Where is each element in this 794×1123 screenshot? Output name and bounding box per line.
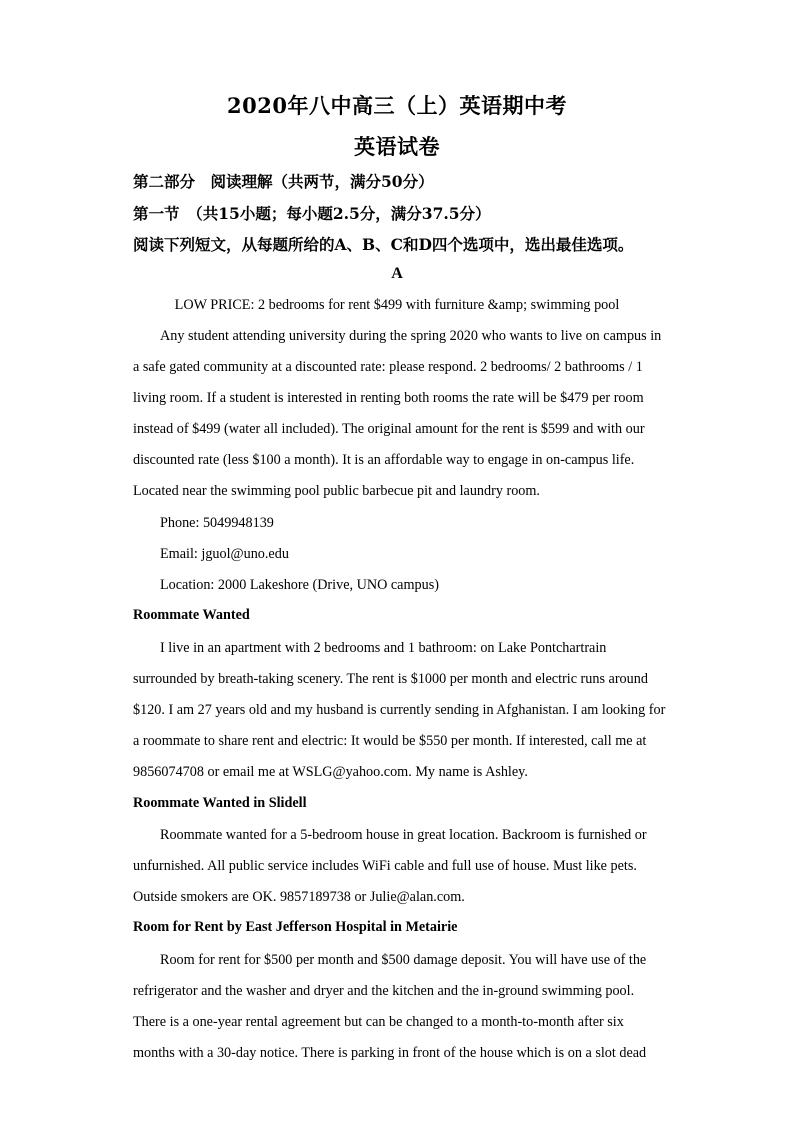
ad1-email: Email: jguol@uno.edu [160,546,289,562]
ad1-line: Located near the swimming pool public barbecue pit and laundry room. [133,483,540,499]
ad3-line: Outside smokers are OK. 9857189738 or Julie@alan.com. [133,889,465,905]
ad1-line: living room. If a student is interested in renting both rooms the rate will be $479 per room [133,390,644,406]
ad1-headline: LOW PRICE: 2 bedrooms for rent $499 with furniture &amp; swimming pool [174,297,620,313]
ad1-line: a safe gated community at a discounted rate: please respond. 2 bedrooms/ 2 bathrooms / 1 [133,359,643,375]
part-heading: 第二部分 阅读理解（共两节，满分50分） [133,172,434,191]
ad2-line: I live in an apartment with 2 bedrooms and 1 bathroom: on Lake Pontchartrain [160,640,607,656]
ad1-line: discounted rate (less $100 a month). It is an affordable way to engage in on-campus life. [133,452,635,468]
passage-letter: A [391,265,403,282]
exam-subtitle: 英语试卷 [354,134,440,159]
ad1-line: Any student attending university during the spring 2020 who wants to live on campus in [160,328,662,344]
ad3-heading: Roommate Wanted in Slidell [133,795,307,811]
ad2-line: surrounded by breath-taking scenery. The rent is $1000 per month and electric runs around [133,671,648,687]
ad1-location: Location: 2000 Lakeshore (Drive, UNO campus) [160,577,439,593]
ad2-heading: Roommate Wanted [133,607,250,623]
ad2-line: a roommate to share rent and electric: It would be $550 per month. If interested, call me at [133,733,647,749]
ad3-line: Roommate wanted for a 5-bedroom house in great location. Backroom is furnished or [160,827,647,843]
ad2-line: 9856074708 or email me at WSLG@yahoo.com. My name is Ashley. [133,764,528,780]
exam-title: 2020年八中高三（上）英语期中考 [227,93,567,118]
ad4-line: refrigerator and the washer and dryer and the kitchen and the in-ground swimming pool. [133,983,635,999]
ad4-line: Room for rent for $500 per month and $500 damage deposit. You will have use of the [160,952,647,968]
ad4-line: months with a 30-day notice. There is parking in front of the house which is on a slot dead [133,1045,647,1061]
ad1-phone: Phone: 5049948139 [160,515,274,531]
ad2-line: $120. I am 27 years old and my husband is currently sending in Afghanistan. I am looking for [133,702,666,718]
ad1-line: instead of $499 (water all included). The original amount for the rent is $599 and with our [133,421,645,437]
section-heading: 第一节 （共15小题；每小题2.5分，满分37.5分） [133,204,491,223]
ad4-line: There is a one-year rental agreement but can be changed to a month-to-month after six [133,1014,624,1030]
ad3-line: unfurnished. All public service includes WiFi cable and full use of house. Must like pets. [133,858,637,874]
instruction-text: 阅读下列短文，从每题所给的A、B、C和D四个选项中，选出最佳选项。 [133,235,634,254]
ad4-heading: Room for Rent by East Jefferson Hospital in Metairie [133,919,458,935]
